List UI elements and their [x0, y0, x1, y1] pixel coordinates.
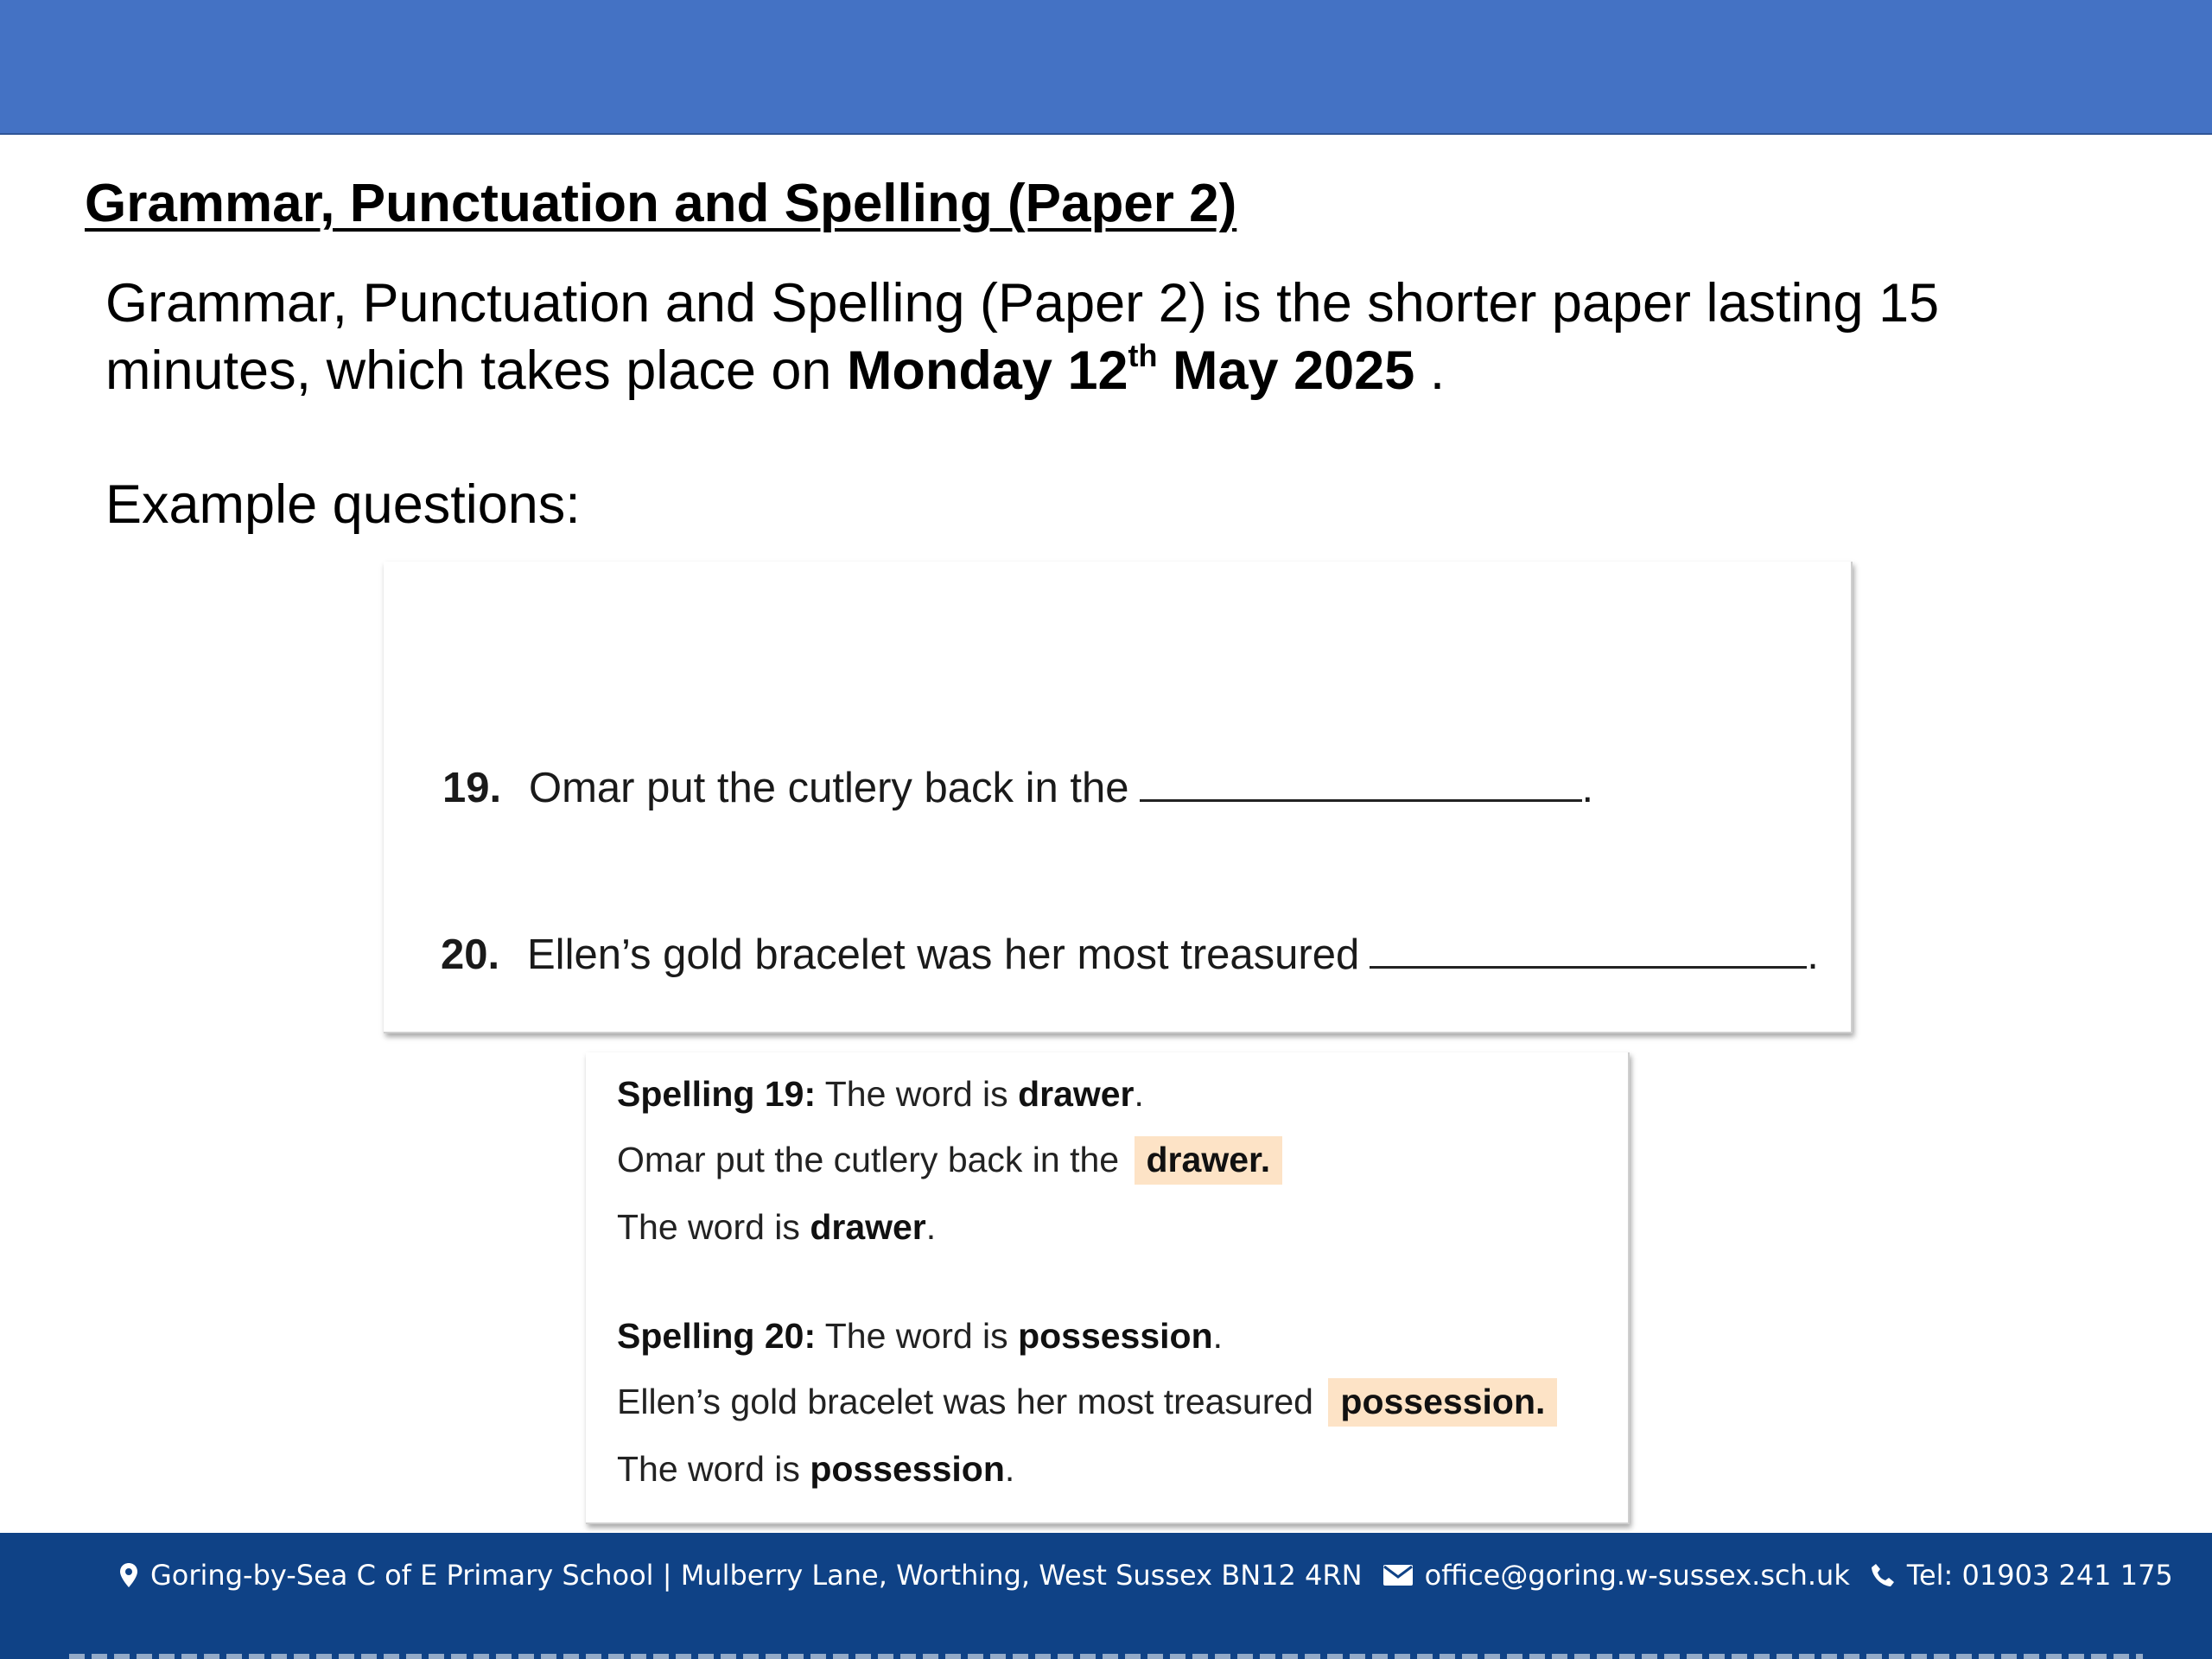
answer-word: possession	[1018, 1316, 1213, 1356]
intro-text: Grammar, Punctuation and Spelling (Paper 2) is the shorter paper lasting 15 minutes, which takes place on	[105, 273, 1940, 401]
blank-period: .	[1807, 931, 1819, 978]
footer-address: Goring-by-Sea C of E Primary School | Mulberry Lane, Worthing, West Sussex BN12 4RN	[150, 1559, 1363, 1592]
phone-icon	[1871, 1563, 1895, 1587]
answer-word: drawer	[810, 1207, 926, 1247]
envelope-icon	[1383, 1565, 1413, 1586]
spelling-label: Spelling 19:	[617, 1074, 817, 1114]
highlighted-answer: drawer.	[1135, 1136, 1283, 1185]
page-title: Grammar, Punctuation and Spelling (Paper 2)	[85, 174, 1237, 233]
answer-20-repeat	[617, 1445, 1014, 1493]
answer-sentence: Omar put the cutlery back in the	[617, 1140, 1120, 1179]
answer-repeat-prefix: The word is	[617, 1449, 810, 1489]
answer-word: possession	[810, 1449, 1005, 1489]
footer-cropped-line	[69, 1643, 2143, 1659]
footer-email[interactable]: office@goring.w-sussex.sch.uk	[1424, 1559, 1850, 1592]
answer-intro: The word is	[816, 1316, 1019, 1356]
answer-card	[586, 1052, 1630, 1524]
question-number: 19.	[442, 765, 502, 811]
question-20	[441, 929, 1819, 981]
answer-20-sentence	[617, 1377, 1557, 1426]
answer-19-repeat	[617, 1203, 936, 1251]
highlighted-answer: possession.	[1328, 1378, 1557, 1427]
answer-period: .	[1134, 1074, 1144, 1114]
answer-intro: The word is	[816, 1074, 1019, 1114]
intro-end: .	[1414, 340, 1446, 401]
answer-repeat-prefix: The word is	[617, 1207, 810, 1247]
exam-date	[847, 340, 1414, 401]
answer-19-heading	[617, 1070, 1144, 1118]
question-text: Ellen’s gold bracelet was her most treasured	[527, 931, 1360, 978]
footer-phone[interactable]: Tel: 01903 241 175	[1906, 1559, 2173, 1592]
answer-period: .	[1212, 1316, 1224, 1356]
exam-date-day: Monday 12	[846, 340, 1128, 401]
spelling-label: Spelling 20:	[617, 1316, 817, 1356]
answer-word: drawer	[1018, 1074, 1135, 1114]
blank-period: .	[1581, 765, 1594, 811]
answer-blank	[1140, 792, 1582, 802]
example-heading: Example questions:	[105, 474, 581, 535]
answer-19-sentence	[617, 1135, 1282, 1184]
answer-blank	[1370, 959, 1807, 969]
intro-paragraph	[105, 270, 2093, 404]
answer-period: .	[1004, 1449, 1015, 1489]
answer-20-heading	[617, 1312, 1223, 1360]
answer-period: .	[925, 1207, 937, 1247]
footer-bar	[0, 1533, 2212, 1659]
location-pin-icon	[119, 1562, 138, 1588]
question-text: Omar put the cutlery back in the	[529, 765, 1129, 811]
footer-contact-info	[119, 1554, 2173, 1597]
question-number: 20.	[441, 931, 500, 978]
exam-date-rest: May 2025	[1157, 340, 1415, 401]
question-19	[442, 762, 1593, 814]
header-bar	[0, 0, 2212, 135]
exam-date-suffix: th	[1128, 338, 1158, 373]
answer-sentence: Ellen’s gold bracelet was her most treasured	[617, 1382, 1313, 1421]
